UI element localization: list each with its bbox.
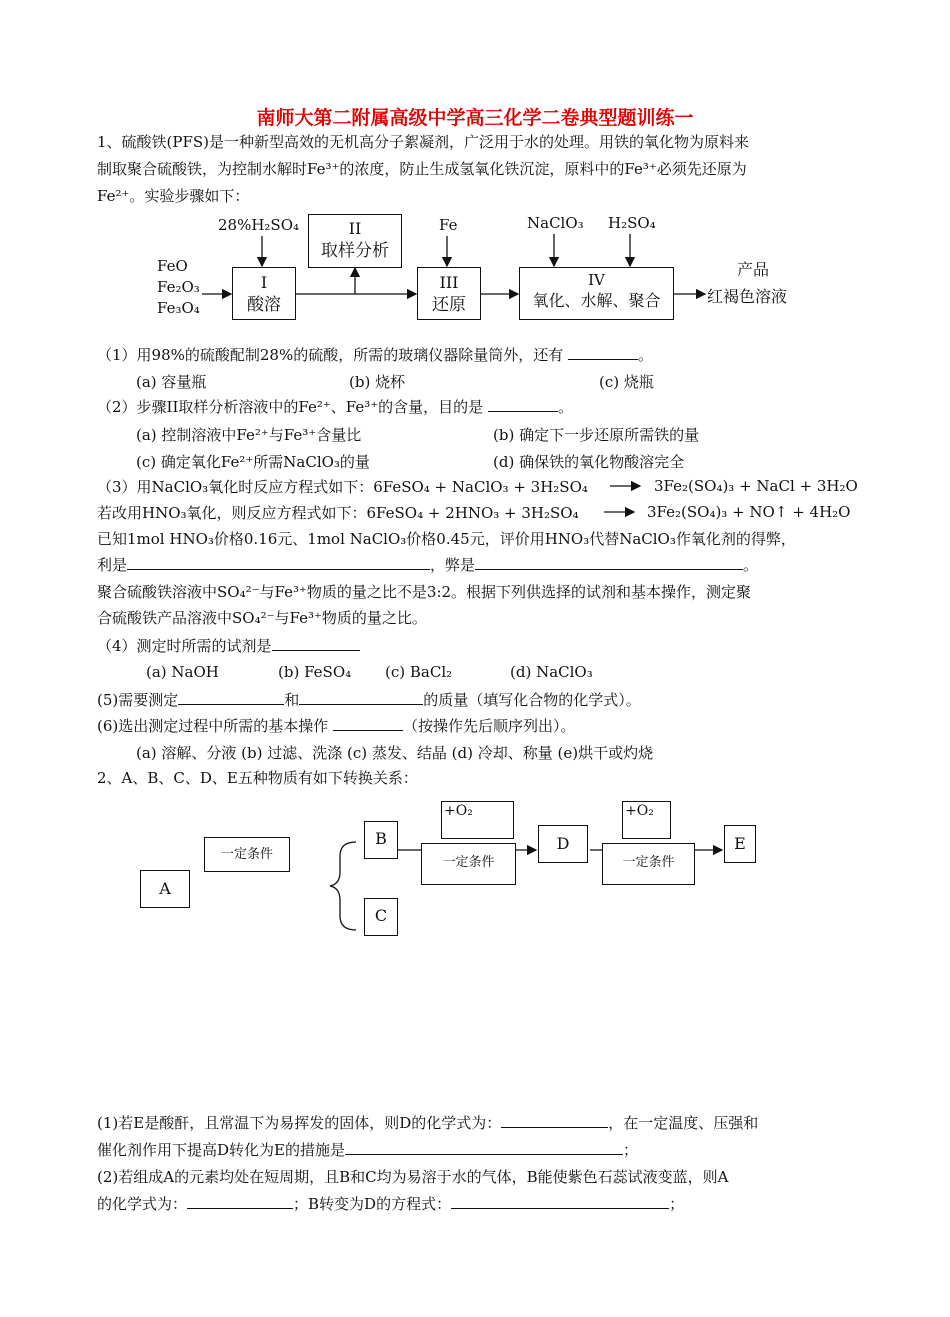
q1-part-3-pros-blank[interactable]: [127, 555, 430, 570]
step-4-name: 氧化、水解、聚合: [532, 291, 661, 310]
q2-condition-1-text: 一定条件: [220, 847, 273, 862]
reagent-h2so4: H₂SO₄: [608, 214, 656, 232]
q1-part-5-end: 的质量（填写化合物的化学式）。: [423, 691, 641, 709]
q1-part-4: [97, 636, 360, 656]
q2-box-d-label: D: [556, 834, 570, 853]
q2-part-1-blank-1[interactable]: [501, 1113, 608, 1128]
q2-part-1-text-2: ，在一定温度、压强和: [608, 1114, 759, 1132]
q1-part-6: [97, 716, 576, 736]
q2-part-2-end: ；: [669, 1195, 685, 1213]
q1-part-2-option-b[interactable]: (b) 确定下一步还原所需铁的量: [493, 426, 700, 444]
q1-part-1-option-a[interactable]: (a) 容量瓶: [136, 373, 207, 391]
q2-box-d: [538, 825, 588, 863]
q1-ratio-line-1: 聚合硫酸铁溶液中SO₄²⁻与Fe³⁺物质的量之比不是3:2。根据下列供选择的试剂和基本操作，测定聚: [97, 583, 752, 601]
reagent-fe: Fe: [439, 216, 458, 234]
q2-o2-box-1: [441, 801, 514, 839]
reagent-h2so4-28: 28%H₂SO₄: [218, 216, 300, 234]
q2-box-a-label: A: [159, 879, 171, 898]
q1-intro-line-3: Fe²⁺。实验步骤如下：: [97, 187, 250, 205]
q2-part-1-blank-2[interactable]: [345, 1140, 623, 1155]
q2-box-c: [364, 898, 398, 936]
q1-part-3-eq-2-right: 3Fe₂(SO₄)₃ + NO↑ + 4H₂O: [647, 503, 851, 521]
q1-part-5: [97, 690, 641, 710]
q1-part-3-eq-1-left: （3）用NaClO₃氧化时反应方程式如下：6FeSO₄ + NaClO₃ + 3H₂SO₄: [97, 478, 588, 496]
q2-intro: 2、A、B、C、D、E五种物质有如下转换关系：: [97, 769, 418, 787]
q1-intro-line-1: 1、硫酸铁(PFS)是一种新型高效的无机高分子絮凝剂，广泛用于水的处理。用铁的氧化物为原料来: [97, 133, 750, 151]
q2-part-2-blank-2[interactable]: [451, 1194, 669, 1209]
raw-fe2o3: Fe₂O₃: [157, 278, 200, 296]
step-3-number: III: [439, 273, 459, 292]
q1-part-3-eq-1-right: 3Fe₂(SO₄)₃ + NaCl + 3H₂O: [654, 477, 858, 495]
q1-part-1-option-c[interactable]: (c) 烧瓶: [599, 373, 654, 391]
q2-box-c-label: C: [374, 906, 388, 925]
q1-part-2-blank[interactable]: [488, 397, 558, 412]
q1-part-6-text: (6)选出测定过程中所需的基本操作: [97, 717, 329, 735]
q1-part-1-option-b[interactable]: (b) 烧杯: [349, 373, 406, 391]
q1-part-3-cons-blank[interactable]: [475, 555, 743, 570]
q2-o2-box-2: [622, 801, 671, 839]
q2-box-e-label: E: [734, 834, 746, 853]
q1-part-1-text: （1）用98%的硫酸配制28%的硫酸，所需的玻璃仪器除量筒外，还有: [97, 346, 564, 364]
q1-part-3-eq-2-left: 若改用HNO₃氧化，则反应方程式如下：6FeSO₄ + 2HNO₃ + 3H₂SO₄: [97, 504, 579, 522]
q1-part-2-text: （2）步骤II取样分析溶液中的Fe²⁺、Fe³⁺的含量，目的是: [97, 398, 484, 416]
q2-box-b-label: B: [375, 829, 387, 848]
q1-part-3-pros-label: 利是: [97, 556, 128, 574]
q2-part-2-line-1: (2)若组成A的元素均处在短周期，且B和C均为易溶于水的气体，B能使紫色石蕊试液变蓝，则A: [97, 1168, 729, 1186]
step-2-name: 取样分析: [321, 241, 389, 261]
q1-part-6-blank[interactable]: [333, 716, 403, 731]
step-2-box: [308, 214, 402, 268]
q1-part-2-option-c[interactable]: (c) 确定氧化Fe²⁺所需NaClO₃的量: [136, 453, 370, 471]
step-1-number: I: [260, 273, 268, 292]
q2-box-a: [140, 870, 190, 908]
q1-part-2-end: 。: [557, 398, 573, 416]
q1-part-4-option-d[interactable]: (d) NaClO₃: [510, 663, 593, 681]
q1-part-4-blank[interactable]: [272, 636, 360, 651]
q1-part-4-option-a[interactable]: (a) NaOH: [146, 663, 219, 681]
q2-part-2-text: 的化学式为：: [97, 1195, 188, 1213]
q2-part-1-line-2: [97, 1140, 638, 1160]
q2-o2-label-2: +O₂: [625, 803, 654, 819]
q1-part-3-price-line: 已知1mol HNO₃价格0.16元、1mol NaClO₃价格0.45元，评价用HNO₃代替NaClO₃作氧化剂的得弊，: [97, 530, 796, 548]
step-4-number: IV: [588, 271, 605, 289]
raw-fe3o4: Fe₃O₄: [157, 299, 200, 317]
q1-part-6-options: (a) 溶解、分液 (b) 过滤、洗涤 (c) 蒸发、结晶 (d) 冷却、称量 (e)烘干或灼烧: [136, 744, 654, 762]
q2-part-1-text-3: 催化剂作用下提高D转化为E的措施是: [97, 1141, 345, 1159]
q1-part-3-end: 。: [743, 556, 759, 574]
q1-part-3-pros-cons: [97, 555, 758, 575]
q1-part-5-blank-2[interactable]: [299, 690, 423, 705]
q1-part-2-option-d[interactable]: (d) 确保铁的氧化物酸溶完全: [493, 453, 685, 471]
q2-condition-3-text: 一定条件: [622, 855, 675, 870]
q2-part-2-text-2: ；B转变为D的方程式：: [293, 1195, 452, 1213]
q1-part-6-end: （按操作先后顺序列出）。: [403, 717, 576, 735]
q1-part-4-text: （4）测定时所需的试剂是: [97, 637, 272, 655]
q1-part-4-option-b[interactable]: (b) FeSO₄: [278, 663, 352, 681]
q2-part-1-text: (1)若E是酸酐，且常温下为易挥发的固体，则D的化学式为：: [97, 1114, 502, 1132]
q1-part-1-end: 。: [638, 346, 654, 364]
q1-intro-line-2: 制取聚合硫酸铁，为控制水解时Fe³⁺的浓度，防止生成氢氧化铁沉淀，原料中的Fe³⁺必须先还原为: [97, 160, 747, 178]
q1-part-2: [97, 397, 573, 417]
q2-part-1-end: ；: [622, 1141, 638, 1159]
step-4-box: [519, 267, 674, 320]
q2-part-2-blank-1[interactable]: [187, 1194, 293, 1209]
step-1-name: 酸溶: [247, 295, 281, 315]
q1-part-4-option-c[interactable]: (c) BaCl₂: [385, 663, 453, 681]
q2-part-1-line-1: [97, 1113, 758, 1133]
q1-part-5-blank-1[interactable]: [178, 690, 284, 705]
q1-part-5-text: (5)需要测定: [97, 691, 179, 709]
q2-box-e: [724, 825, 756, 863]
q2-box-b: [364, 821, 398, 859]
q1-part-1: [97, 345, 653, 365]
step-3-name: 还原: [432, 295, 466, 315]
raw-feo: FeO: [157, 257, 188, 275]
q1-part-5-and: 和: [284, 691, 300, 709]
q2-condition-1: [204, 837, 290, 872]
step-2-number: II: [348, 219, 362, 238]
q2-condition-2: [421, 843, 516, 885]
q2-condition-2-text: 一定条件: [442, 855, 495, 870]
q1-part-3-cons-label: ，弊是: [430, 556, 476, 574]
product-label: 产品: [737, 260, 770, 279]
product-name: 红褐色溶液: [707, 287, 788, 306]
reagent-naclo3: NaClO₃: [527, 214, 584, 232]
page-title: 南师大第二附属高级中学高三化学二卷典型题训练一: [256, 107, 694, 129]
q2-condition-3: [602, 843, 695, 885]
q1-ratio-line-2: 合硫酸铁产品溶液中SO₄²⁻与Fe³⁺物质的量之比。: [97, 609, 427, 627]
q1-part-2-option-a[interactable]: (a) 控制溶液中Fe²⁺与Fe³⁺含量比: [136, 426, 362, 444]
q2-part-2-line-2: [97, 1194, 684, 1214]
step-3-box: [417, 267, 481, 320]
q2-o2-label-1: +O₂: [444, 803, 473, 819]
q1-part-1-blank[interactable]: [568, 345, 638, 360]
step-1-box: [232, 267, 296, 320]
